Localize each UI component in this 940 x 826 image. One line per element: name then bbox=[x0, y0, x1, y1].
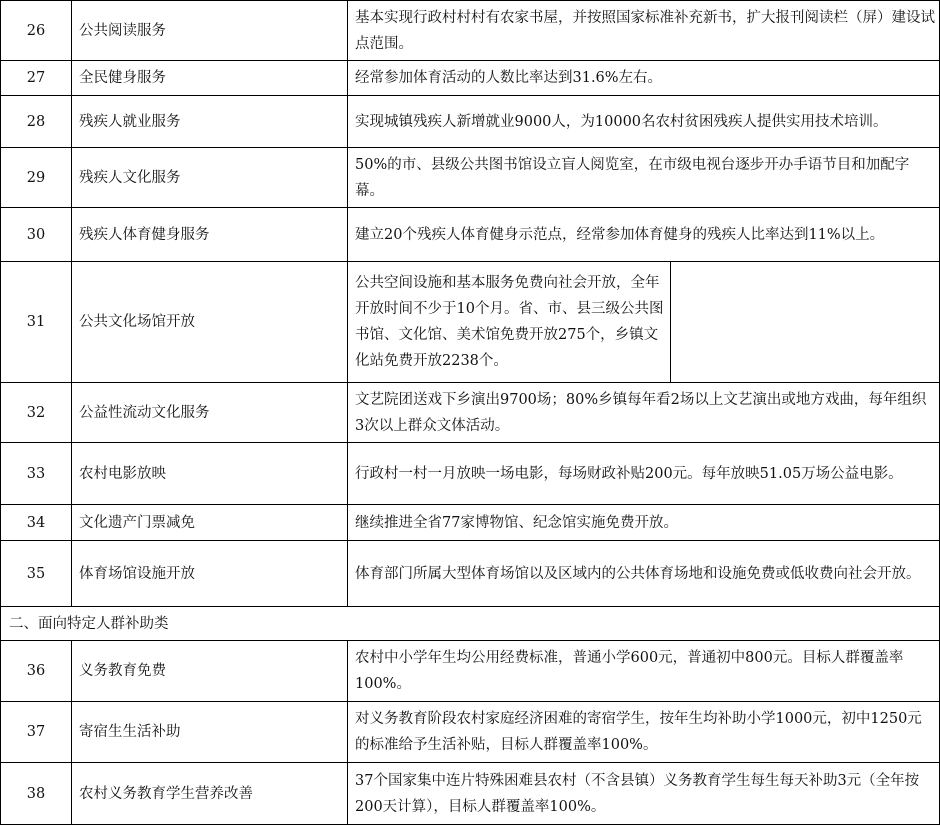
service-description: 建立20个残疾人体育健身示范点，经常参加体育健身的残疾人比率达到11%以上。 bbox=[348, 208, 940, 262]
table-row bbox=[1, 443, 940, 505]
row-number: 36 bbox=[1, 641, 72, 702]
empty-cell bbox=[671, 262, 940, 383]
section-row bbox=[1, 607, 940, 641]
service-description: 37个国家集中连片特殊困难县农村（不含县镇）义务教育学生每生每天补助3元（全年按200天计算），目标人群覆盖率100%。 bbox=[348, 763, 940, 825]
row-number: 29 bbox=[1, 148, 72, 208]
table-row bbox=[1, 763, 940, 825]
row-number: 28 bbox=[1, 96, 72, 148]
row-number: 31 bbox=[1, 262, 72, 383]
service-description: 经常参加体育活动的人数比率达到31.6%左右。 bbox=[348, 61, 940, 96]
table-row bbox=[1, 383, 940, 443]
service-name: 残疾人就业服务 bbox=[72, 96, 348, 148]
service-description: 50%的市、县级公共图书馆设立盲人阅览室，在市级电视台逐步开办手语节目和加配字幕。 bbox=[348, 148, 940, 208]
service-description: 文艺院团送戏下乡演出9700场；80%乡镇每年看2场以上文艺演出或地方戏曲，每年组织3次以上群众文体活动。 bbox=[348, 383, 940, 443]
row-number: 33 bbox=[1, 443, 72, 505]
service-name: 公益性流动文化服务 bbox=[72, 383, 348, 443]
table-row bbox=[1, 505, 940, 541]
service-name: 公共文化场馆开放 bbox=[72, 262, 348, 383]
service-description: 对义务教育阶段农村家庭经济困难的寄宿学生，按年生均补助小学1000元，初中1250元的标准给予生活补贴，目标人群覆盖率100%。 bbox=[348, 702, 940, 763]
service-name: 公共阅读服务 bbox=[72, 1, 348, 61]
service-name: 残疾人体育健身服务 bbox=[72, 208, 348, 262]
service-description: 实现城镇残疾人新增就业9000人，为10000名农村贫困残疾人提供实用技术培训。 bbox=[348, 96, 940, 148]
section-title: 二、面向特定人群补助类 bbox=[1, 607, 940, 641]
service-name: 体育场馆设施开放 bbox=[72, 541, 348, 607]
service-name: 全民健身服务 bbox=[72, 61, 348, 96]
row-number: 35 bbox=[1, 541, 72, 607]
table-row bbox=[1, 61, 940, 96]
service-description: 农村中小学年生均公用经费标准，普通小学600元，普通初中800元。目标人群覆盖率100%。 bbox=[348, 641, 940, 702]
table-row bbox=[1, 1, 940, 61]
row-number: 34 bbox=[1, 505, 72, 541]
table-row bbox=[1, 208, 940, 262]
service-description: 公共空间设施和基本服务免费向社会开放，全年开放时间不少于10个月。省、市、县三级公共图书馆、文化馆、美术馆免费开放275个，乡镇文化站免费开放2238个。 bbox=[348, 262, 671, 383]
table-row bbox=[1, 148, 940, 208]
table-row bbox=[1, 96, 940, 148]
table-row bbox=[1, 262, 940, 383]
row-number: 37 bbox=[1, 702, 72, 763]
service-name: 寄宿生生活补助 bbox=[72, 702, 348, 763]
service-name: 农村义务教育学生营养改善 bbox=[72, 763, 348, 825]
table-row bbox=[1, 541, 940, 607]
table-row bbox=[1, 641, 940, 702]
row-number: 27 bbox=[1, 61, 72, 96]
table-row bbox=[1, 702, 940, 763]
service-name: 文化遗产门票减免 bbox=[72, 505, 348, 541]
service-name: 义务教育免费 bbox=[72, 641, 348, 702]
service-name: 农村电影放映 bbox=[72, 443, 348, 505]
row-number: 32 bbox=[1, 383, 72, 443]
row-number: 26 bbox=[1, 1, 72, 61]
service-description: 基本实现行政村村村有农家书屋，并按照国家标准补充新书，扩大报刊阅读栏（屏）建设试点范围。 bbox=[348, 1, 940, 61]
service-name: 残疾人文化服务 bbox=[72, 148, 348, 208]
service-description: 行政村一村一月放映一场电影，每场财政补贴200元。每年放映51.05万场公益电影。 bbox=[348, 443, 940, 505]
row-number: 30 bbox=[1, 208, 72, 262]
service-description: 体育部门所属大型体育场馆以及区域内的公共体育场地和设施免费或低收费向社会开放。 bbox=[348, 541, 940, 607]
service-description: 继续推进全省77家博物馆、纪念馆实施免费开放。 bbox=[348, 505, 940, 541]
row-number: 38 bbox=[1, 763, 72, 825]
